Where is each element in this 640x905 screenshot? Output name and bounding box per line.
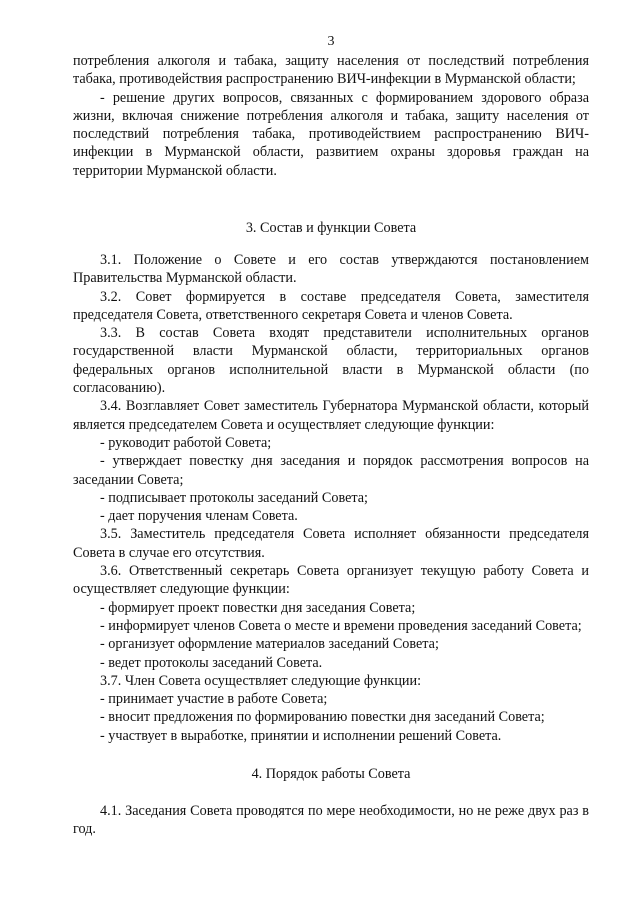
list-item: - информирует членов Совета о месте и времени проведения заседаний Совета; [100, 617, 582, 634]
paragraph-3-4: 3.4. Возглавляет Совет заместитель Губернатора Мурманской области, который является председателем Совета и осуществляет следующие функции: [73, 398, 589, 433]
section-4-body [73, 802, 589, 839]
list-item: - организует оформление материалов заседаний Совета; [100, 636, 439, 653]
paragraph-3-5: 3.5. Заместитель председателя Совета исполняет обязанности председателя Совета в случае его отсутствия. [73, 526, 589, 561]
paragraph-3-1: 3.1. Положение о Совете и его состав утверждаются постановлением Правительства Мурманской области. [73, 252, 589, 287]
list-item: - утверждает повестку дня заседания и порядок рассмотрения вопросов на заседании Совета; [73, 453, 589, 488]
intro-paragraph: потребления алкоголя и табака, защиту населения от последствий потребления табака, противодействия распространению ВИЧ-инфекции в Мурманской области; [73, 53, 589, 88]
list-item: - участвует в выработке, принятии и исполнении решений Совета. [100, 727, 502, 744]
paragraph-3-7: 3.7. Член Совета осуществляет следующие функции: [100, 672, 422, 689]
list-item: - вносит предложения по формированию повестки дня заседаний Совета; [100, 709, 545, 726]
paragraph-3-3: 3.3. В состав Совета входят представители исполнительных органов государственной власти Мурманской области, территориальных органов федеральных органов исполнительной власти в Мурманской области (по согласованию). [73, 325, 589, 397]
list-item: - руководит работой Совета; [100, 434, 272, 451]
paragraph-3-2: 3.2. Совет формируется в составе председателя Совета, заместителя председателя Совета, ответственного секретаря Совета и членов Совета. [73, 288, 589, 323]
page-number: 3 [327, 34, 335, 49]
list-item: - принимает участие в работе Совета; [100, 691, 328, 708]
list-item: - дает поручения членам Совета. [100, 508, 298, 525]
intro-paragraph: - решение других вопросов, связанных с формированием здорового образа жизни, включая снижение потребления алкоголя и табака, защиту населения от последствий потребления табака, противодействием распространению ВИЧ-инфекции в Мурманской области, развитием охраны здоровья граждан на территории Мурманской области. [73, 89, 589, 179]
list-item: - подписывает протоколы заседаний Совета; [100, 489, 368, 506]
intro-text [73, 52, 589, 180]
list-item: - ведет протоколы заседаний Совета. [100, 654, 323, 671]
paragraph-4-1: 4.1. Заседания Совета проводятся по мере необходимости, но не реже двух раз в год. [73, 803, 589, 838]
section-3-body [73, 251, 589, 745]
section-4-title: 4. Порядок работы Совета [251, 766, 411, 782]
list-item: - формирует проект повестки дня заседания Совета; [100, 599, 416, 616]
paragraph-3-6: 3.6. Ответственный секретарь Совета организует текущую работу Совета и осуществляет следующие функции: [73, 563, 589, 598]
section-3-title: 3. Состав и функции Совета [245, 220, 417, 236]
